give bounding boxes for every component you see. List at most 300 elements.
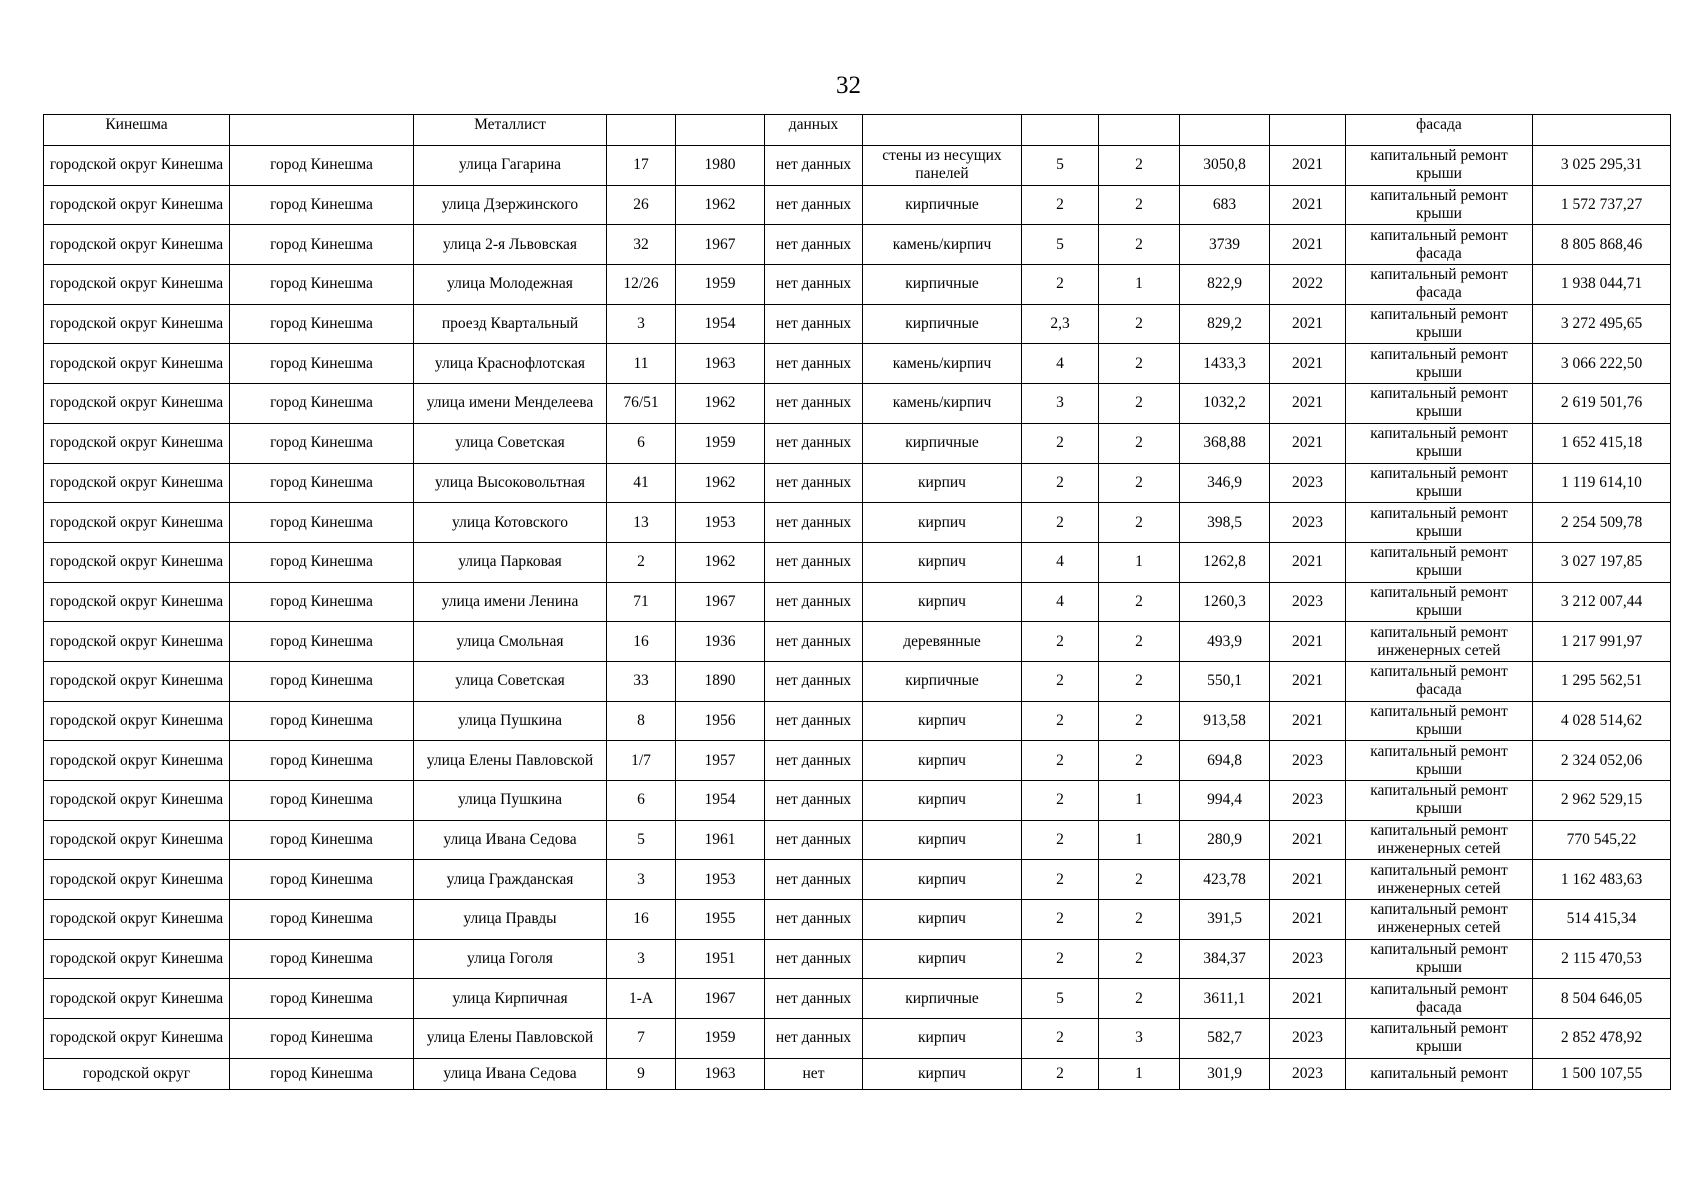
work-type-cell: капитальный ремонт крыши [1346, 463, 1533, 503]
entrances-cell: 2 [1099, 146, 1180, 186]
entrances-cell: 2 [1099, 661, 1180, 701]
house-number-cell: 9 [607, 1058, 676, 1089]
table-row [44, 344, 1671, 384]
work-type-cell: капитальный ремонт крыши [1346, 582, 1533, 622]
year-commissioned-cell: нет данных [765, 463, 863, 503]
floors-cell: 2 [1022, 185, 1099, 225]
municipality-cell: городской округ Кинешма [44, 661, 230, 701]
work-type-cell: капитальный ремонт инженерных сетей [1346, 820, 1533, 860]
area-cell: 301,9 [1180, 1058, 1270, 1089]
entrances-cell: 1 [1099, 781, 1180, 821]
work-type-cell: капитальный ремонт [1346, 1058, 1533, 1089]
wall-material-cell: кирпич [863, 860, 1022, 900]
year-built-cell: 1980 [676, 146, 765, 186]
wall-material-cell: кирпич [863, 701, 1022, 741]
street-cell: улица Гражданская [414, 860, 607, 900]
wall-material-cell [863, 115, 1022, 146]
area-cell: 994,4 [1180, 781, 1270, 821]
entrances-cell: 2 [1099, 939, 1180, 979]
settlement-cell: город Кинешма [230, 185, 414, 225]
year-commissioned-cell: нет данных [765, 860, 863, 900]
year-built-cell: 1951 [676, 939, 765, 979]
entrances-cell: 3 [1099, 1019, 1180, 1059]
floors-cell: 2 [1022, 503, 1099, 543]
municipality-cell: городской округ Кинешма [44, 542, 230, 582]
settlement-cell: город Кинешма [230, 146, 414, 186]
area-cell: 582,7 [1180, 1019, 1270, 1059]
table-row [44, 542, 1671, 582]
year-commissioned-cell: нет данных [765, 979, 863, 1019]
floors-cell: 2 [1022, 265, 1099, 305]
settlement-cell: город Кинешма [230, 741, 414, 781]
table-row [44, 900, 1671, 940]
cost-cell: 3 212 007,44 [1533, 582, 1671, 622]
year-commissioned-cell: нет [765, 1058, 863, 1089]
floors-cell: 2 [1022, 463, 1099, 503]
street-cell: улица Правды [414, 900, 607, 940]
table-row [44, 463, 1671, 503]
house-number-cell: 3 [607, 939, 676, 979]
street-cell: улица Парковая [414, 542, 607, 582]
wall-material-cell: кирпич [863, 1058, 1022, 1089]
work-type-cell: капитальный ремонт крыши [1346, 344, 1533, 384]
entrances-cell: 2 [1099, 582, 1180, 622]
municipality-cell: городской округ Кинешма [44, 503, 230, 543]
wall-material-cell: кирпич [863, 820, 1022, 860]
house-number-cell: 7 [607, 1019, 676, 1059]
year-commissioned-cell: нет данных [765, 900, 863, 940]
street-cell: Металлист [414, 115, 607, 146]
year-built-cell: 1890 [676, 661, 765, 701]
area-cell [1180, 115, 1270, 146]
work-type-cell: капитальный ремонт крыши [1346, 304, 1533, 344]
entrances-cell: 2 [1099, 463, 1180, 503]
street-cell: улица Дзержинского [414, 185, 607, 225]
entrances-cell: 2 [1099, 701, 1180, 741]
area-cell: 1433,3 [1180, 344, 1270, 384]
municipality-cell: городской округ Кинешма [44, 622, 230, 662]
street-cell: улица Советская [414, 423, 607, 463]
municipality-cell: городской округ Кинешма [44, 1019, 230, 1059]
street-cell: улица Молодежная [414, 265, 607, 305]
cost-cell: 1 295 562,51 [1533, 661, 1671, 701]
municipality-cell: городской округ Кинешма [44, 423, 230, 463]
entrances-cell [1099, 115, 1180, 146]
repair-year-cell: 2021 [1270, 860, 1346, 900]
house-number-cell: 16 [607, 900, 676, 940]
municipality-cell: городской округ Кинешма [44, 701, 230, 741]
work-type-cell: капитальный ремонт крыши [1346, 1019, 1533, 1059]
year-built-cell: 1936 [676, 622, 765, 662]
table-row [44, 781, 1671, 821]
repair-year-cell: 2021 [1270, 423, 1346, 463]
entrances-cell: 2 [1099, 741, 1180, 781]
area-cell: 1032,2 [1180, 384, 1270, 424]
entrances-cell: 2 [1099, 225, 1180, 265]
municipality-cell: городской округ Кинешма [44, 979, 230, 1019]
municipality-cell: городской округ Кинешма [44, 265, 230, 305]
street-cell: улица Котовского [414, 503, 607, 543]
table-row [44, 225, 1671, 265]
municipality-cell: городской округ Кинешма [44, 820, 230, 860]
table-row [44, 304, 1671, 344]
floors-cell: 2,3 [1022, 304, 1099, 344]
repair-year-cell: 2023 [1270, 741, 1346, 781]
year-commissioned-cell: нет данных [765, 146, 863, 186]
cost-cell: 8 504 646,05 [1533, 979, 1671, 1019]
repair-year-cell: 2023 [1270, 939, 1346, 979]
cost-cell: 2 324 052,06 [1533, 741, 1671, 781]
cost-cell: 3 025 295,31 [1533, 146, 1671, 186]
street-cell: улица Ивана Седова [414, 820, 607, 860]
year-built-cell: 1962 [676, 542, 765, 582]
repair-year-cell: 2023 [1270, 463, 1346, 503]
settlement-cell: город Кинешма [230, 423, 414, 463]
street-cell: улица Елены Павловской [414, 1019, 607, 1059]
repair-year-cell: 2021 [1270, 185, 1346, 225]
wall-material-cell: камень/кирпич [863, 225, 1022, 265]
street-cell: улица Смольная [414, 622, 607, 662]
year-commissioned-cell: нет данных [765, 741, 863, 781]
year-commissioned-cell: нет данных [765, 542, 863, 582]
table-row [44, 1019, 1671, 1059]
year-commissioned-cell: нет данных [765, 820, 863, 860]
area-cell: 423,78 [1180, 860, 1270, 900]
table-row [44, 423, 1671, 463]
repair-year-cell: 2021 [1270, 979, 1346, 1019]
cost-cell: 1 572 737,27 [1533, 185, 1671, 225]
cost-cell: 4 028 514,62 [1533, 701, 1671, 741]
street-cell: улица Пушкина [414, 781, 607, 821]
municipality-cell: городской округ Кинешма [44, 860, 230, 900]
entrances-cell: 1 [1099, 265, 1180, 305]
house-number-cell: 76/51 [607, 384, 676, 424]
municipality-cell: городской округ [44, 1058, 230, 1089]
year-built-cell: 1963 [676, 344, 765, 384]
year-built-cell: 1961 [676, 820, 765, 860]
area-cell: 3739 [1180, 225, 1270, 265]
settlement-cell: город Кинешма [230, 661, 414, 701]
work-type-cell: капитальный ремонт крыши [1346, 503, 1533, 543]
year-built-cell: 1962 [676, 463, 765, 503]
municipality-cell: городской округ Кинешма [44, 384, 230, 424]
year-commissioned-cell: нет данных [765, 701, 863, 741]
cost-cell: 2 115 470,53 [1533, 939, 1671, 979]
street-cell: улица Высоковольтная [414, 463, 607, 503]
year-commissioned-cell: нет данных [765, 582, 863, 622]
year-commissioned-cell: нет данных [765, 939, 863, 979]
year-commissioned-cell: нет данных [765, 344, 863, 384]
house-number-cell: 12/26 [607, 265, 676, 305]
work-type-cell: капитальный ремонт крыши [1346, 185, 1533, 225]
house-number-cell: 8 [607, 701, 676, 741]
street-cell: улица Гоголя [414, 939, 607, 979]
table-row [44, 622, 1671, 662]
repair-year-cell: 2023 [1270, 1019, 1346, 1059]
area-cell: 1260,3 [1180, 582, 1270, 622]
street-cell: улица имени Ленина [414, 582, 607, 622]
street-cell: улица Советская [414, 661, 607, 701]
cost-cell: 1 119 614,10 [1533, 463, 1671, 503]
year-commissioned-cell: нет данных [765, 1019, 863, 1059]
settlement-cell: город Кинешма [230, 622, 414, 662]
year-built-cell: 1959 [676, 423, 765, 463]
year-commissioned-cell: нет данных [765, 185, 863, 225]
settlement-cell: город Кинешма [230, 900, 414, 940]
floors-cell: 3 [1022, 384, 1099, 424]
municipality-cell: городской округ Кинешма [44, 185, 230, 225]
municipality-cell: Кинешма [44, 115, 230, 146]
repair-year-cell: 2021 [1270, 661, 1346, 701]
table-row [44, 146, 1671, 186]
floors-cell: 4 [1022, 542, 1099, 582]
house-number-cell: 26 [607, 185, 676, 225]
floors-cell: 2 [1022, 820, 1099, 860]
floors-cell: 2 [1022, 701, 1099, 741]
house-number-cell: 33 [607, 661, 676, 701]
year-commissioned-cell: нет данных [765, 423, 863, 463]
settlement-cell: город Кинешма [230, 344, 414, 384]
year-built-cell: 1953 [676, 503, 765, 543]
municipality-cell: городской округ Кинешма [44, 582, 230, 622]
municipality-cell: городской округ Кинешма [44, 225, 230, 265]
wall-material-cell: стены из несущих панелей [863, 146, 1022, 186]
entrances-cell: 2 [1099, 900, 1180, 940]
year-built-cell: 1967 [676, 582, 765, 622]
year-commissioned-cell: данных [765, 115, 863, 146]
wall-material-cell: кирпич [863, 582, 1022, 622]
street-cell: улица имени Менделеева [414, 384, 607, 424]
area-cell: 913,58 [1180, 701, 1270, 741]
area-cell: 391,5 [1180, 900, 1270, 940]
floors-cell: 2 [1022, 741, 1099, 781]
house-number-cell: 6 [607, 781, 676, 821]
floors-cell: 2 [1022, 900, 1099, 940]
entrances-cell: 1 [1099, 1058, 1180, 1089]
work-type-cell: капитальный ремонт крыши [1346, 146, 1533, 186]
house-number-cell: 1/7 [607, 741, 676, 781]
wall-material-cell: кирпич [863, 939, 1022, 979]
wall-material-cell: кирпич [863, 741, 1022, 781]
area-cell: 694,8 [1180, 741, 1270, 781]
work-type-cell: фасада [1346, 115, 1533, 146]
year-built-cell: 1955 [676, 900, 765, 940]
cost-cell: 2 852 478,92 [1533, 1019, 1671, 1059]
settlement-cell: город Кинешма [230, 939, 414, 979]
floors-cell: 2 [1022, 622, 1099, 662]
street-cell: улица Ивана Седова [414, 1058, 607, 1089]
table-row [44, 115, 1671, 146]
repair-year-cell: 2021 [1270, 344, 1346, 384]
table-row [44, 384, 1671, 424]
work-type-cell: капитальный ремонт инженерных сетей [1346, 860, 1533, 900]
year-built-cell: 1956 [676, 701, 765, 741]
repair-year-cell: 2021 [1270, 820, 1346, 860]
wall-material-cell: кирпич [863, 542, 1022, 582]
year-commissioned-cell: нет данных [765, 225, 863, 265]
table-row [44, 860, 1671, 900]
area-cell: 1262,8 [1180, 542, 1270, 582]
repair-year-cell: 2023 [1270, 503, 1346, 543]
work-type-cell: капитальный ремонт фасада [1346, 265, 1533, 305]
work-type-cell: капитальный ремонт инженерных сетей [1346, 622, 1533, 662]
table-row [44, 979, 1671, 1019]
wall-material-cell: камень/кирпич [863, 344, 1022, 384]
year-built-cell: 1957 [676, 741, 765, 781]
entrances-cell: 2 [1099, 979, 1180, 1019]
area-cell: 280,9 [1180, 820, 1270, 860]
municipality-cell: городской округ Кинешма [44, 781, 230, 821]
house-number-cell: 5 [607, 820, 676, 860]
entrances-cell: 2 [1099, 185, 1180, 225]
year-commissioned-cell: нет данных [765, 265, 863, 305]
floors-cell: 5 [1022, 979, 1099, 1019]
municipality-cell: городской округ Кинешма [44, 741, 230, 781]
settlement-cell: город Кинешма [230, 463, 414, 503]
floors-cell: 2 [1022, 1019, 1099, 1059]
floors-cell: 2 [1022, 423, 1099, 463]
cost-cell: 3 027 197,85 [1533, 542, 1671, 582]
house-number-cell: 41 [607, 463, 676, 503]
street-cell: улица Пушкина [414, 701, 607, 741]
cost-cell: 770 545,22 [1533, 820, 1671, 860]
house-number-cell [607, 115, 676, 146]
repair-year-cell [1270, 115, 1346, 146]
municipality-cell: городской округ Кинешма [44, 304, 230, 344]
table-row [44, 661, 1671, 701]
cost-cell: 514 415,34 [1533, 900, 1671, 940]
cost-cell: 3 272 495,65 [1533, 304, 1671, 344]
work-type-cell: капитальный ремонт крыши [1346, 939, 1533, 979]
work-type-cell: капитальный ремонт фасада [1346, 225, 1533, 265]
area-cell: 384,37 [1180, 939, 1270, 979]
year-commissioned-cell: нет данных [765, 503, 863, 543]
floors-cell: 2 [1022, 661, 1099, 701]
year-built-cell: 1962 [676, 185, 765, 225]
wall-material-cell: кирпичные [863, 661, 1022, 701]
table-row [44, 582, 1671, 622]
wall-material-cell: кирпичные [863, 185, 1022, 225]
house-number-cell: 71 [607, 582, 676, 622]
settlement-cell: город Кинешма [230, 384, 414, 424]
table-body [44, 115, 1671, 1090]
house-number-cell: 3 [607, 860, 676, 900]
repair-year-cell: 2021 [1270, 701, 1346, 741]
municipality-cell: городской округ Кинешма [44, 463, 230, 503]
floors-cell: 2 [1022, 1058, 1099, 1089]
street-cell: улица Елены Павловской [414, 741, 607, 781]
table-row [44, 939, 1671, 979]
entrances-cell: 1 [1099, 542, 1180, 582]
table-row [44, 701, 1671, 741]
wall-material-cell: кирпич [863, 900, 1022, 940]
repair-year-cell: 2023 [1270, 781, 1346, 821]
wall-material-cell: кирпичные [863, 979, 1022, 1019]
year-commissioned-cell: нет данных [765, 781, 863, 821]
house-number-cell: 6 [607, 423, 676, 463]
cost-cell [1533, 115, 1671, 146]
area-cell: 368,88 [1180, 423, 1270, 463]
repair-year-cell: 2021 [1270, 225, 1346, 265]
entrances-cell: 2 [1099, 503, 1180, 543]
street-cell: улица Гагарина [414, 146, 607, 186]
year-commissioned-cell: нет данных [765, 384, 863, 424]
floors-cell: 4 [1022, 344, 1099, 384]
cost-cell: 8 805 868,46 [1533, 225, 1671, 265]
work-type-cell: капитальный ремонт крыши [1346, 542, 1533, 582]
wall-material-cell: кирпич [863, 1019, 1022, 1059]
year-built-cell: 1962 [676, 384, 765, 424]
table-row [44, 741, 1671, 781]
wall-material-cell: кирпич [863, 503, 1022, 543]
settlement-cell: город Кинешма [230, 979, 414, 1019]
area-cell: 829,2 [1180, 304, 1270, 344]
year-built-cell: 1959 [676, 1019, 765, 1059]
year-built-cell: 1959 [676, 265, 765, 305]
cost-cell: 2 254 509,78 [1533, 503, 1671, 543]
floors-cell: 5 [1022, 225, 1099, 265]
table-row [44, 820, 1671, 860]
settlement-cell: город Кинешма [230, 304, 414, 344]
repair-year-cell: 2023 [1270, 582, 1346, 622]
settlement-cell: город Кинешма [230, 503, 414, 543]
settlement-cell: город Кинешма [230, 542, 414, 582]
house-number-cell: 1-А [607, 979, 676, 1019]
entrances-cell: 2 [1099, 860, 1180, 900]
entrances-cell: 2 [1099, 384, 1180, 424]
cost-cell: 2 619 501,76 [1533, 384, 1671, 424]
area-cell: 398,5 [1180, 503, 1270, 543]
wall-material-cell: кирпичные [863, 265, 1022, 305]
table-row [44, 265, 1671, 305]
table-row [44, 1058, 1671, 1089]
year-built-cell: 1967 [676, 979, 765, 1019]
housing-registry-table [43, 114, 1671, 1090]
repair-year-cell: 2021 [1270, 622, 1346, 662]
floors-cell: 2 [1022, 781, 1099, 821]
settlement-cell: город Кинешма [230, 265, 414, 305]
work-type-cell: капитальный ремонт крыши [1346, 423, 1533, 463]
year-built-cell: 1954 [676, 781, 765, 821]
floors-cell: 4 [1022, 582, 1099, 622]
settlement-cell: город Кинешма [230, 582, 414, 622]
repair-year-cell: 2021 [1270, 542, 1346, 582]
settlement-cell: город Кинешма [230, 701, 414, 741]
work-type-cell: капитальный ремонт крыши [1346, 384, 1533, 424]
entrances-cell: 1 [1099, 820, 1180, 860]
work-type-cell: капитальный ремонт инженерных сетей [1346, 900, 1533, 940]
repair-year-cell: 2021 [1270, 384, 1346, 424]
repair-year-cell: 2021 [1270, 900, 1346, 940]
year-commissioned-cell: нет данных [765, 622, 863, 662]
cost-cell: 3 066 222,50 [1533, 344, 1671, 384]
cost-cell: 1 162 483,63 [1533, 860, 1671, 900]
municipality-cell: городской округ Кинешма [44, 939, 230, 979]
repair-year-cell: 2021 [1270, 304, 1346, 344]
entrances-cell: 2 [1099, 622, 1180, 662]
house-number-cell: 11 [607, 344, 676, 384]
year-built-cell [676, 115, 765, 146]
work-type-cell: капитальный ремонт крыши [1346, 701, 1533, 741]
repair-year-cell: 2021 [1270, 146, 1346, 186]
year-built-cell: 1954 [676, 304, 765, 344]
year-built-cell: 1967 [676, 225, 765, 265]
house-number-cell: 2 [607, 542, 676, 582]
floors-cell: 2 [1022, 939, 1099, 979]
area-cell: 346,9 [1180, 463, 1270, 503]
year-built-cell: 1963 [676, 1058, 765, 1089]
cost-cell: 1 652 415,18 [1533, 423, 1671, 463]
